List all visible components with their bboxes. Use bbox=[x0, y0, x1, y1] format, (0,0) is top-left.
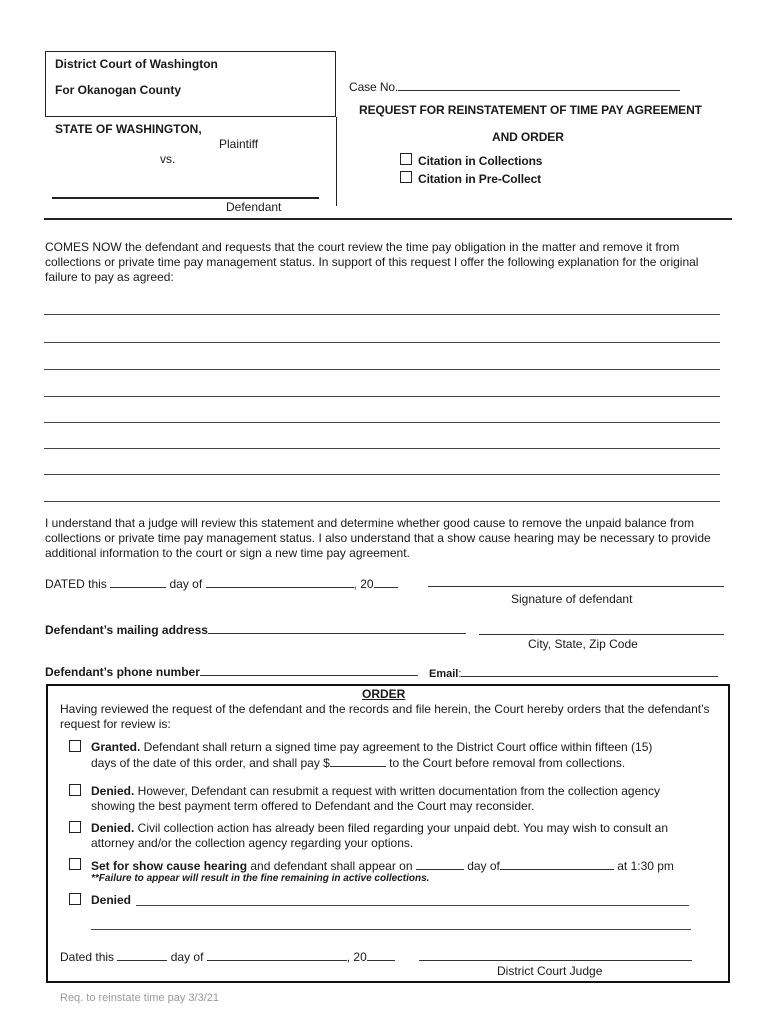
denied-civil-line2: attorney and/or the collection agency regarding your options. bbox=[91, 836, 414, 850]
explanation-line-4[interactable] bbox=[44, 395, 720, 397]
form-title-line2: AND ORDER bbox=[492, 130, 564, 144]
header-divider bbox=[44, 218, 732, 220]
city-state-zip-label: City, State, Zip Code bbox=[528, 637, 638, 651]
order-dated-day-field[interactable] bbox=[117, 949, 167, 961]
order-intro-text: Having reviewed the request of the defendant and the records and file herein, the Court hereby orders that the defendant’s request for review is: bbox=[60, 702, 710, 731]
court-name-line2: For Okanogan County bbox=[55, 83, 181, 97]
explanation-line-5[interactable] bbox=[44, 421, 720, 423]
explanation-line-3[interactable] bbox=[44, 368, 720, 370]
show-cause-month-field[interactable] bbox=[500, 858, 614, 870]
granted-checkbox[interactable] bbox=[69, 740, 81, 752]
denied-civil-line1: Denied. Civil collection action has already been filed regarding your unpaid debt. You may wish to consult an bbox=[91, 821, 669, 835]
form-title-line1: REQUEST FOR REINSTATEMENT OF TIME PAY AGREEMENT bbox=[359, 103, 702, 117]
form-id-footer: Req. to reinstate time pay 3/3/21 bbox=[60, 992, 219, 1004]
email-field[interactable] bbox=[461, 665, 718, 677]
phone-field[interactable] bbox=[200, 664, 418, 676]
show-cause-line: Set for show cause hearing and defendant shall appear on day of at 1:30 pm bbox=[91, 859, 674, 873]
court-name-line1: District Court of Washington bbox=[55, 57, 218, 71]
show-cause-day-field[interactable] bbox=[416, 858, 464, 870]
case-number-field[interactable] bbox=[398, 79, 680, 91]
judge-signature-line[interactable] bbox=[419, 960, 692, 961]
dated-row: DATED this day of , 20 bbox=[45, 576, 398, 591]
denied-other-label: Denied bbox=[91, 893, 132, 907]
denied-resubmit-line2: showing the best payment term offered to Defendant and the Court may reconsider. bbox=[91, 799, 535, 813]
denied-resubmit-line1: Denied. However, Defendant can resubmit a request with written documentation from the collection agency bbox=[91, 784, 660, 798]
defendant-label: Defendant bbox=[226, 200, 282, 214]
request-intro-text: COMES NOW the defendant and requests that the court review the time pay obligation in the matter and remove it from collections or private time pay management status. In support of this request I offer the following explanation for the original failure to pay as agreed: bbox=[45, 240, 699, 284]
citation-collections-checkbox[interactable] bbox=[400, 153, 412, 165]
order-dated-year-field[interactable] bbox=[367, 949, 395, 961]
dated-year-field[interactable] bbox=[374, 576, 398, 588]
show-cause-checkbox[interactable] bbox=[69, 858, 81, 870]
denied-other-reason-line-2[interactable] bbox=[91, 929, 691, 930]
denied-other-reason-line-1[interactable] bbox=[136, 905, 689, 906]
denied-other-checkbox[interactable] bbox=[69, 893, 81, 905]
versus-label: vs. bbox=[160, 152, 176, 166]
case-number-label: Case No. bbox=[349, 79, 680, 94]
dated-day-field[interactable] bbox=[110, 576, 166, 588]
judge-label: District Court Judge bbox=[497, 964, 603, 978]
order-dated-row: Dated this day of , 20 bbox=[60, 949, 395, 964]
granted-line2: days of the date of this order, and shall pay $ to the Court before removal from collections. bbox=[91, 756, 626, 770]
plaintiff-label: Plaintiff bbox=[219, 137, 259, 151]
explanation-line-6[interactable] bbox=[44, 447, 720, 449]
granted-amount-field[interactable] bbox=[330, 755, 386, 767]
order-heading: ORDER bbox=[362, 687, 406, 701]
phone-label: Defendant’s phone number bbox=[45, 664, 418, 679]
explanation-line-7[interactable] bbox=[44, 473, 720, 475]
denied-civil-checkbox[interactable] bbox=[69, 821, 81, 833]
explanation-line-8[interactable] bbox=[44, 500, 720, 502]
explanation-line-1[interactable] bbox=[44, 313, 720, 315]
understanding-text: I understand that a judge will review this statement and determine whether good cause to remove the unpaid balance from collections or private time pay management status. I also understand that a show cause hearing may be necessary to provide additional information to the court or sign a new time pay agreement. bbox=[45, 516, 711, 560]
explanation-line-2[interactable] bbox=[44, 341, 720, 343]
city-state-zip-line[interactable] bbox=[479, 634, 724, 635]
citation-precollect-checkbox[interactable] bbox=[400, 171, 412, 183]
citation-precollect-label: Citation in Pre-Collect bbox=[418, 172, 542, 186]
caption-divider bbox=[336, 117, 337, 206]
mailing-address-label: Defendant’s mailing address bbox=[45, 622, 466, 637]
granted-line1: Granted. Defendant shall return a signed time pay agreement to the District Court office within fifteen (15) bbox=[91, 740, 653, 754]
mailing-address-field[interactable] bbox=[208, 622, 466, 634]
defendant-signature-line[interactable] bbox=[428, 586, 724, 587]
signature-label: Signature of defendant bbox=[511, 592, 633, 606]
plaintiff-name: STATE OF WASHINGTON, bbox=[55, 122, 202, 136]
defendant-name-line[interactable] bbox=[52, 197, 319, 199]
denied-resubmit-checkbox[interactable] bbox=[69, 784, 81, 796]
citation-collections-label: Citation in Collections bbox=[418, 154, 543, 168]
email-label-row: Email: bbox=[429, 665, 718, 680]
order-dated-month-field[interactable] bbox=[207, 949, 347, 961]
dated-month-field[interactable] bbox=[206, 576, 354, 588]
show-cause-note: **Failure to appear will result in the fine remaining in active collections. bbox=[91, 873, 430, 884]
